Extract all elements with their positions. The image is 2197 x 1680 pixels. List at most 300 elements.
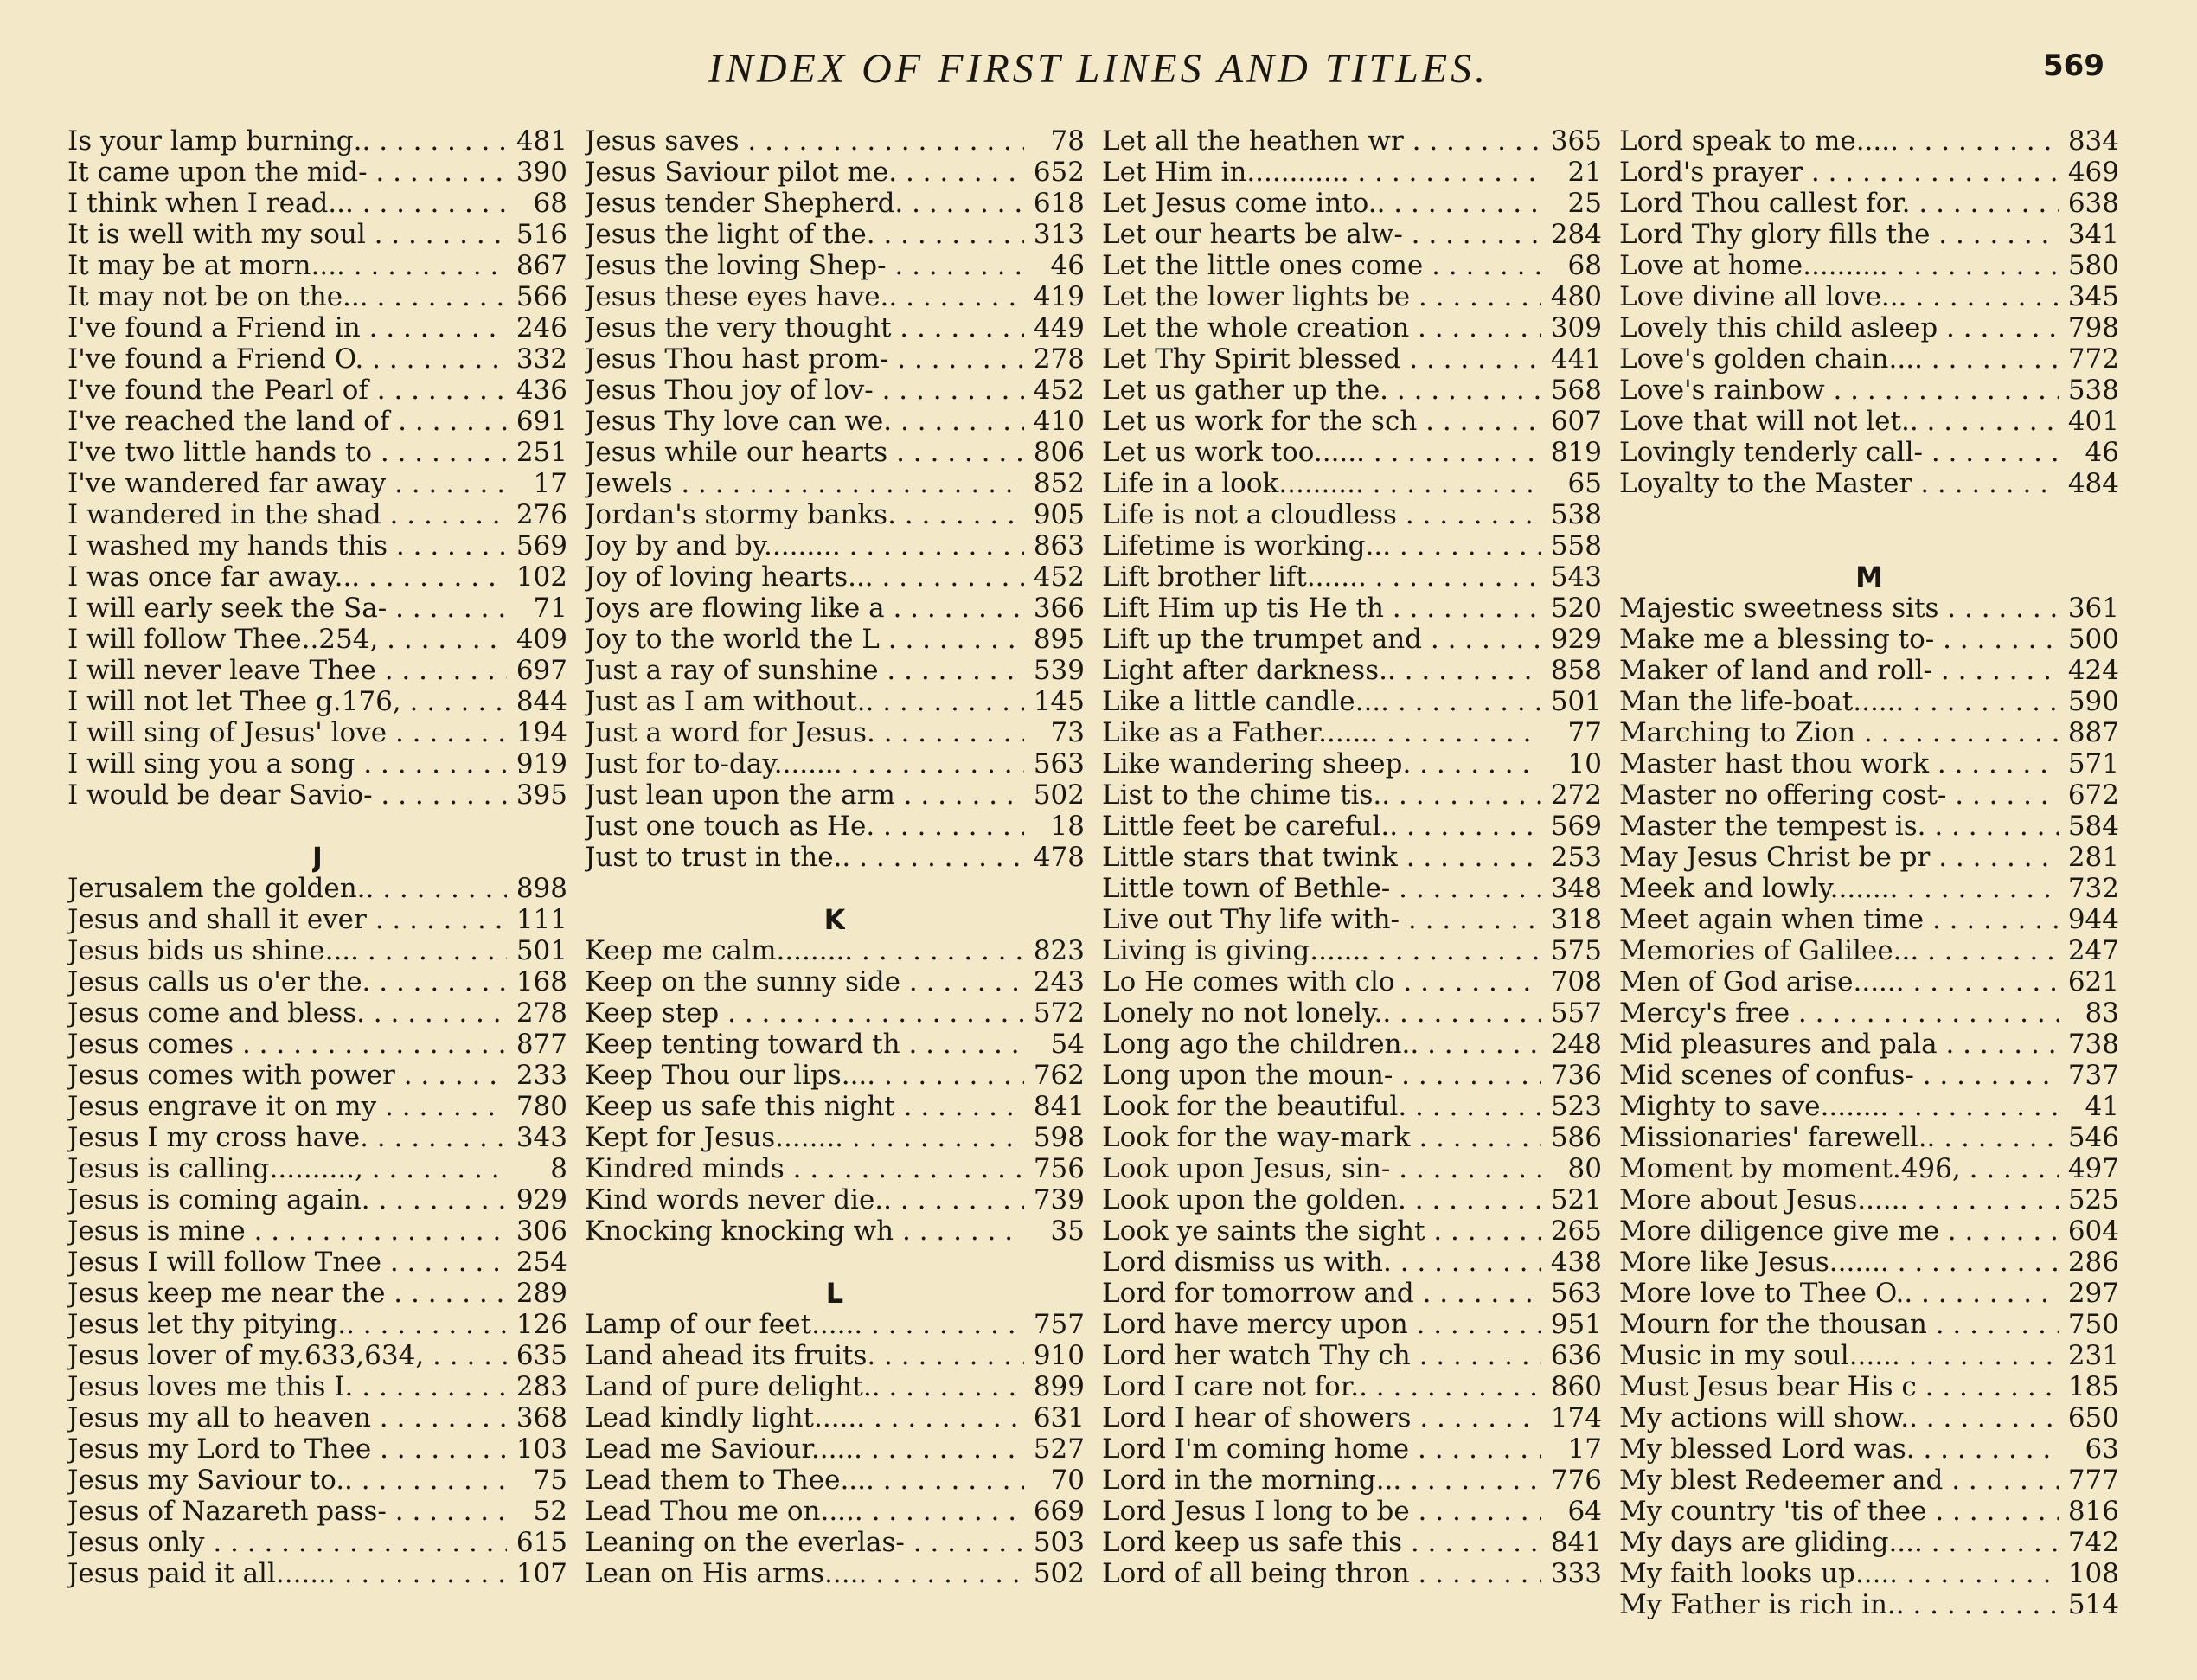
entry-title: Jesus Thou hast prom- . . . [585, 343, 1024, 375]
index-entry [1102, 1184, 1602, 1215]
index-entry [67, 499, 567, 530]
entry-hymn-number: 345 [2067, 281, 2119, 312]
entry-hymn-number: 10 [1567, 748, 1602, 779]
entry-hymn-number: 63 [2085, 1433, 2119, 1465]
entry-hymn-number: 538 [2067, 375, 2119, 406]
index-entry [1619, 1060, 2119, 1091]
page-number: 569 [2043, 48, 2104, 83]
entry-title: Little stars that twink . . . [1102, 842, 1541, 873]
index-entry [1102, 1278, 1602, 1309]
entry-hymn-number: 586 [1550, 1122, 1602, 1153]
entry-hymn-number: 478 [1033, 842, 1085, 873]
entry-title: It is well with my soul . . . [67, 219, 507, 250]
index-entry [1619, 935, 2119, 966]
entry-title: Mercy's free . . . [1619, 997, 2059, 1029]
entry-title: Jesus the very thought . . . [585, 312, 1024, 343]
entry-title: Knocking knocking wh . . . [585, 1215, 1024, 1247]
index-entry [1102, 748, 1602, 779]
section-letter [585, 904, 1085, 935]
index-entry [67, 593, 567, 624]
index-entry [1102, 1433, 1602, 1465]
entry-hymn-number: 484 [2067, 468, 2119, 499]
entry-hymn-number: 332 [516, 343, 567, 375]
entry-title: Jesus lover of my.633,634, . . . [67, 1340, 507, 1371]
entry-title: My Father is rich in.. . . . [1619, 1589, 2059, 1620]
index-entry [67, 250, 567, 281]
index-entry [585, 779, 1085, 811]
index-entry [585, 935, 1085, 966]
spacer [1619, 499, 2119, 530]
entry-hymn-number: 341 [2067, 219, 2119, 250]
index-entry [67, 125, 567, 157]
entry-title: Kept for Jesus........ . . . [585, 1122, 1024, 1153]
entry-hymn-number: 107 [516, 1558, 567, 1589]
entry-title: Jesus my Saviour to.. . . . [67, 1465, 507, 1496]
entry-title: Lead them to Thee.... . . . [585, 1465, 1024, 1496]
entry-title: I was once far away... . . . [67, 561, 507, 593]
entry-title: Life is not a cloudless . . . [1102, 499, 1541, 530]
index-entry [67, 219, 567, 250]
index-entry [67, 1465, 567, 1496]
index-entry [1102, 1527, 1602, 1558]
entry-title: Love that will not let.. . . . [1619, 406, 2059, 437]
entry-hymn-number: 401 [2067, 406, 2119, 437]
entry-title: Look for the beautiful. . . . [1102, 1091, 1541, 1122]
entry-hymn-number: 17 [1567, 1433, 1602, 1465]
entry-title: Memories of Galilee... . . . [1619, 935, 2059, 966]
entry-hymn-number: 46 [1050, 250, 1085, 281]
entry-title: Love divine all love... . . . [1619, 281, 2059, 312]
index-entry [1102, 312, 1602, 343]
index-entry [1619, 655, 2119, 686]
entry-hymn-number: 80 [1567, 1153, 1602, 1184]
entry-hymn-number: 452 [1033, 375, 1085, 406]
entry-hymn-number: 607 [1550, 406, 1602, 437]
entry-hymn-number: 333 [1550, 1558, 1602, 1589]
index-entry [1102, 1309, 1602, 1340]
section-letter [585, 1278, 1085, 1309]
index-entry [585, 686, 1085, 717]
entry-title: Man the life-boat...... . . . [1619, 686, 2059, 717]
entry-hymn-number: 823 [1033, 935, 1085, 966]
entry-title: Majestic sweetness sits . . . [1619, 593, 2059, 624]
index-entry [1102, 1465, 1602, 1496]
entry-hymn-number: 395 [516, 779, 567, 811]
entry-hymn-number: 497 [2067, 1153, 2119, 1184]
index-entry [67, 1309, 567, 1340]
entry-hymn-number: 409 [516, 624, 567, 655]
entry-title: Jordan's stormy banks. . . . [585, 499, 1024, 530]
entry-hymn-number: 41 [2085, 1091, 2119, 1122]
index-entry [1102, 842, 1602, 873]
entry-hymn-number: 441 [1550, 343, 1602, 375]
entry-title: Life in a look.......... . . . [1102, 468, 1541, 499]
entry-hymn-number: 580 [2067, 250, 2119, 281]
entry-hymn-number: 905 [1033, 499, 1085, 530]
index-entry [67, 686, 567, 717]
entry-title: Lord for tomorrow and . . . [1102, 1278, 1541, 1309]
entry-title: I will not let Thee g.176, . . . [67, 686, 507, 717]
entry-title: Jesus Saviour pilot me. . . . [585, 157, 1024, 188]
entry-hymn-number: 247 [2067, 935, 2119, 966]
entry-hymn-number: 691 [516, 406, 567, 437]
entry-title: Jesus is mine . . . [67, 1215, 507, 1247]
index-entry [1102, 406, 1602, 437]
index-entry [67, 561, 567, 593]
entry-title: Kindred minds . . . [585, 1153, 1024, 1184]
entry-hymn-number: 525 [2067, 1184, 2119, 1215]
index-entry [1619, 1558, 2119, 1589]
entry-hymn-number: 557 [1550, 997, 1602, 1029]
index-entry [1102, 1122, 1602, 1153]
entry-hymn-number: 951 [1550, 1309, 1602, 1340]
entry-hymn-number: 568 [1550, 375, 1602, 406]
entry-title: Master no offering cost- . . . [1619, 779, 2059, 811]
index-entry [1619, 1371, 2119, 1402]
entry-hymn-number: 569 [1550, 811, 1602, 842]
index-entry [585, 499, 1085, 530]
entry-hymn-number: 54 [1050, 1029, 1085, 1060]
entry-hymn-number: 546 [2067, 1122, 2119, 1153]
entry-title: Lovely this child asleep . . . [1619, 312, 2059, 343]
index-entry [1102, 686, 1602, 717]
entry-hymn-number: 527 [1033, 1433, 1085, 1465]
entry-title: Master hast thou work . . . [1619, 748, 2059, 779]
index-entry [1619, 343, 2119, 375]
index-entry [1102, 1402, 1602, 1433]
index-entry [1102, 1029, 1602, 1060]
entry-title: I've two little hands to . . . [67, 437, 507, 468]
entry-hymn-number: 514 [2067, 1589, 2119, 1620]
entry-title: I've found a Friend O. . . . [67, 343, 507, 375]
entry-title: Look upon Jesus, sin- . . . [1102, 1153, 1541, 1184]
index-entry [67, 966, 567, 997]
entry-hymn-number: 520 [1550, 593, 1602, 624]
entry-hymn-number: 516 [516, 219, 567, 250]
index-entry [585, 561, 1085, 593]
index-entry [67, 1496, 567, 1527]
index-entry [1102, 997, 1602, 1029]
entry-hymn-number: 500 [2067, 624, 2119, 655]
entry-hymn-number: 318 [1550, 904, 1602, 935]
entry-title: Like a little candle.... . . . [1102, 686, 1541, 717]
entry-title: Jesus I my cross have. . . . [67, 1122, 507, 1153]
entry-hymn-number: 449 [1033, 312, 1085, 343]
index-column-1 [67, 125, 567, 1620]
entry-title: I will early seek the Sa- . . . [67, 593, 507, 624]
entry-hymn-number: 419 [1033, 281, 1085, 312]
entry-hymn-number: 65 [1567, 468, 1602, 499]
entry-title: I think when I read... . . . [67, 188, 507, 219]
spacer [1619, 530, 2119, 561]
entry-title: Jesus and shall it ever . . . [67, 904, 507, 935]
entry-title: Love at home.......... . . . [1619, 250, 2059, 281]
entry-title: Lead Thou me on..... . . . [585, 1496, 1024, 1527]
entry-hymn-number: 841 [1550, 1527, 1602, 1558]
entry-hymn-number: 52 [533, 1496, 567, 1527]
index-entry [67, 468, 567, 499]
entry-hymn-number: 697 [516, 655, 567, 686]
index-entry [1102, 530, 1602, 561]
entry-title: Land ahead its fruits. . . . [585, 1340, 1024, 1371]
entry-hymn-number: 281 [2067, 842, 2119, 873]
entry-hymn-number: 777 [2067, 1465, 2119, 1496]
index-entry [585, 1060, 1085, 1091]
entry-title: My blessed Lord was. . . . [1619, 1433, 2059, 1465]
entry-hymn-number: 438 [1550, 1247, 1602, 1278]
spacer [67, 811, 567, 842]
entry-title: Jesus bids us shine.... . . . [67, 935, 507, 966]
entry-title: Just lean upon the arm . . . [585, 779, 1024, 811]
index-entry [67, 997, 567, 1029]
index-entry [67, 655, 567, 686]
entry-hymn-number: 313 [1033, 219, 1085, 250]
section-letter [67, 842, 567, 873]
entry-hymn-number: 569 [516, 530, 567, 561]
entry-title: I wandered in the shad . . . [67, 499, 507, 530]
entry-hymn-number: 571 [2067, 748, 2119, 779]
index-entry [67, 188, 567, 219]
entry-title: Just for to-day........ . . . [585, 748, 1024, 779]
entry-hymn-number: 21 [1567, 157, 1602, 188]
index-entry [585, 281, 1085, 312]
index-entry [67, 1278, 567, 1309]
entry-hymn-number: 539 [1033, 655, 1085, 686]
spacer [585, 873, 1085, 904]
index-entry [67, 1153, 567, 1184]
index-entry [585, 966, 1085, 997]
entry-title: Joy of loving hearts... . . . [585, 561, 1024, 593]
entry-hymn-number: 631 [1033, 1402, 1085, 1433]
entry-hymn-number: 780 [516, 1091, 567, 1122]
entry-hymn-number: 452 [1033, 561, 1085, 593]
index-entry [1619, 125, 2119, 157]
entry-title: Jesus saves . . . [585, 125, 1024, 157]
index-entry [1619, 1496, 2119, 1527]
index-entry [585, 125, 1085, 157]
entry-hymn-number: 604 [2067, 1215, 2119, 1247]
index-entry [585, 655, 1085, 686]
entry-hymn-number: 543 [1550, 561, 1602, 593]
entry-hymn-number: 816 [2067, 1496, 2119, 1527]
index-entry [585, 624, 1085, 655]
section-letter [1619, 561, 2119, 593]
index-entry [1102, 655, 1602, 686]
entry-title: I will sing of Jesus' love . . . [67, 717, 507, 748]
entry-hymn-number: 174 [1550, 1402, 1602, 1433]
index-entry [1102, 904, 1602, 935]
entry-hymn-number: 73 [1050, 717, 1085, 748]
entry-title: Must Jesus bear His c . . . [1619, 1371, 2059, 1402]
entry-title: Love's golden chain.... . . . [1619, 343, 2059, 375]
entry-hymn-number: 501 [1550, 686, 1602, 717]
entry-hymn-number: 863 [1033, 530, 1085, 561]
entry-hymn-number: 502 [1033, 1558, 1085, 1589]
index-entry [67, 873, 567, 904]
entry-hymn-number: 480 [1550, 281, 1602, 312]
index-entry [1619, 873, 2119, 904]
index-entry [1619, 717, 2119, 748]
index-entry [67, 1060, 567, 1091]
entry-title: Joy to the world the L . . . [585, 624, 1024, 655]
entry-hymn-number: 739 [1033, 1184, 1085, 1215]
entry-title: Let the lower lights be . . . [1102, 281, 1541, 312]
entry-title: Kind words never die.. . . . [585, 1184, 1024, 1215]
entry-title: Lord's prayer . . . [1619, 157, 2059, 188]
index-entry [67, 406, 567, 437]
index-entry [1619, 1433, 2119, 1465]
entry-title: It may be at morn.... . . . [67, 250, 507, 281]
entry-title: Lord Thou callest for. . . . [1619, 188, 2059, 219]
entry-hymn-number: 83 [2085, 997, 2119, 1029]
index-entry [1102, 437, 1602, 468]
entry-hymn-number: 636 [1550, 1340, 1602, 1371]
entry-hymn-number: 538 [1550, 499, 1602, 530]
entry-title: Lift brother lift....... . . . [1102, 561, 1541, 593]
entry-title: Jerusalem the golden.. . . . [67, 873, 507, 904]
index-entry [67, 1247, 567, 1278]
index-entry [1102, 1371, 1602, 1402]
entry-hymn-number: 410 [1033, 406, 1085, 437]
entry-hymn-number: 618 [1033, 188, 1085, 219]
entry-title: Lift Him up tis He th . . . [1102, 593, 1541, 624]
index-entry [67, 530, 567, 561]
index-entry [1619, 966, 2119, 997]
entry-title: Lean on His arms..... . . . [585, 1558, 1024, 1589]
index-entry [67, 1122, 567, 1153]
index-entry [1619, 1527, 2119, 1558]
entry-hymn-number: 361 [2067, 593, 2119, 624]
entry-title: Let the little ones come . . . [1102, 250, 1541, 281]
entry-hymn-number: 563 [1033, 748, 1085, 779]
index-entry [585, 375, 1085, 406]
entry-hymn-number: 708 [1550, 966, 1602, 997]
index-entry [1619, 1029, 2119, 1060]
index-entry [1102, 873, 1602, 904]
entry-title: Let our hearts be alw- . . . [1102, 219, 1541, 250]
section-letter-text: M [1855, 561, 1883, 593]
entry-title: Lead me Saviour...... . . . [585, 1433, 1024, 1465]
entry-hymn-number: 283 [516, 1371, 567, 1402]
index-entry [1102, 375, 1602, 406]
index-entry [1619, 686, 2119, 717]
entry-hymn-number: 103 [516, 1433, 567, 1465]
entry-hymn-number: 25 [1567, 188, 1602, 219]
index-entry [67, 312, 567, 343]
entry-title: My faith looks up..... . . . [1619, 1558, 2059, 1589]
entry-title: Let us work for the sch . . . [1102, 406, 1541, 437]
entry-hymn-number: 756 [1033, 1153, 1085, 1184]
entry-title: Lead kindly light...... . . . [585, 1402, 1024, 1433]
index-entry [67, 1433, 567, 1465]
entry-title: Maker of land and roll- . . . [1619, 655, 2059, 686]
index-entry [585, 1215, 1085, 1247]
entry-hymn-number: 46 [2085, 437, 2119, 468]
entry-title: List to the chime tis.. . . . [1102, 779, 1541, 811]
index-entry [1102, 125, 1602, 157]
entry-title: Keep us safe this night . . . [585, 1091, 1024, 1122]
entry-hymn-number: 286 [2067, 1247, 2119, 1278]
entry-hymn-number: 17 [533, 468, 567, 499]
index-entry [1102, 561, 1602, 593]
entry-title: My blest Redeemer and . . . [1619, 1465, 2059, 1496]
entry-title: Jesus come and bless. . . . [67, 997, 507, 1029]
index-entry [585, 1371, 1085, 1402]
entry-hymn-number: 806 [1033, 437, 1085, 468]
index-entry [1102, 188, 1602, 219]
index-entry [1619, 811, 2119, 842]
entry-title: Lord speak to me..... . . . [1619, 125, 2059, 157]
index-entry [67, 624, 567, 655]
entry-title: Lord keep us safe this . . . [1102, 1527, 1541, 1558]
index-entry [1619, 1465, 2119, 1496]
entry-hymn-number: 481 [516, 125, 567, 157]
entry-title: I will follow Thee..254, . . . [67, 624, 507, 655]
entry-hymn-number: 251 [516, 437, 567, 468]
index-column-4 [1619, 125, 2119, 1620]
entry-title: Lord dismiss us with. . . . [1102, 1247, 1541, 1278]
index-entry [585, 1402, 1085, 1433]
entry-hymn-number: 309 [1550, 312, 1602, 343]
index-entry [1619, 1215, 2119, 1247]
entry-hymn-number: 860 [1550, 1371, 1602, 1402]
entry-title: Little town of Bethle- . . . [1102, 873, 1541, 904]
entry-title: Lord in the morning... . . . [1102, 1465, 1541, 1496]
index-entry [585, 811, 1085, 842]
index-columns [67, 125, 2119, 1620]
entry-hymn-number: 168 [516, 966, 567, 997]
entry-title: Loyalty to the Master . . . [1619, 468, 2059, 499]
entry-title: I've reached the land of . . . [67, 406, 507, 437]
index-entry [1102, 1153, 1602, 1184]
entry-hymn-number: 254 [516, 1247, 567, 1278]
entry-title: More diligence give me . . . [1619, 1215, 2059, 1247]
index-entry [67, 1371, 567, 1402]
index-entry [585, 250, 1085, 281]
entry-hymn-number: 919 [516, 748, 567, 779]
entry-hymn-number: 343 [516, 1122, 567, 1153]
index-entry [1102, 1247, 1602, 1278]
entry-title: Jesus Thy love can we. . . . [585, 406, 1024, 437]
entry-title: Keep Thou our lips.... . . . [585, 1060, 1024, 1091]
entry-title: Jesus engrave it on my . . . [67, 1091, 507, 1122]
index-entry [1102, 1496, 1602, 1527]
entry-hymn-number: 35 [1050, 1215, 1085, 1247]
entry-hymn-number: 194 [516, 717, 567, 748]
entry-hymn-number: 70 [1050, 1465, 1085, 1496]
index-entry [585, 343, 1085, 375]
index-entry [585, 1184, 1085, 1215]
entry-hymn-number: 899 [1033, 1371, 1085, 1402]
entry-hymn-number: 297 [2067, 1278, 2119, 1309]
entry-title: Living is giving....... . . . [1102, 935, 1541, 966]
entry-hymn-number: 64 [1567, 1496, 1602, 1527]
entry-hymn-number: 575 [1550, 935, 1602, 966]
index-entry [1619, 1247, 2119, 1278]
entry-title: Jesus my all to heaven . . . [67, 1402, 507, 1433]
entry-title: Keep tenting toward th . . . [585, 1029, 1024, 1060]
entry-title: Let Thy Spirit blessed . . . [1102, 343, 1541, 375]
entry-hymn-number: 944 [2067, 904, 2119, 935]
section-letter-text: J [312, 842, 323, 873]
entry-hymn-number: 841 [1033, 1091, 1085, 1122]
index-entry [1619, 219, 2119, 250]
entry-title: Jesus while our hearts . . . [585, 437, 1024, 468]
entry-hymn-number: 844 [516, 686, 567, 717]
index-entry [67, 157, 567, 188]
entry-title: Meet again when time . . . [1619, 904, 2059, 935]
index-entry [585, 1122, 1085, 1153]
